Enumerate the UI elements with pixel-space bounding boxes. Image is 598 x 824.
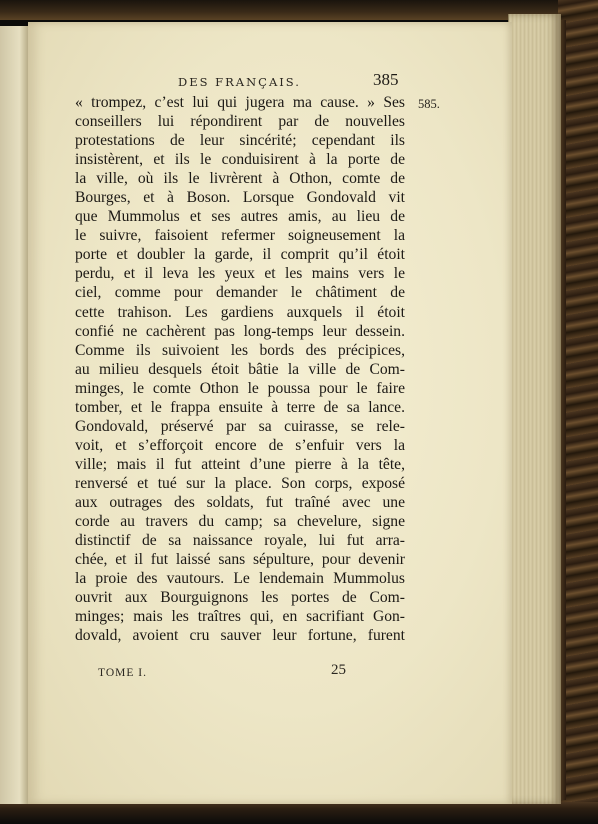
text-line: renversé et tué sur la place. Son corps, exposé [75,474,405,492]
text-line: Comme ils suivoient les bords des précipices, [75,341,405,359]
text-line: voit, et s’efforçoit encore de s’enfuir vers la [75,436,405,454]
margin-page-reference: 585. [418,97,440,111]
text-line: le suivre, faisoient refermer soigneusement la [75,227,405,245]
text-line: cette trahison. Les gardiens auxquels il étoit [75,303,405,321]
running-head: DES FRANÇAIS. [178,75,301,89]
text-line: porte et doubler la garde, il comprit qu’il étoit [75,246,405,264]
signature-mark: 25 [331,662,346,678]
text-line: la ville, où ils le livrèrent à Othon, comte de [75,170,405,188]
text-line: tomber, et le frappa ensuite à terre de sa lance. [75,398,405,416]
text-line: aux outrages des soldats, fut traîné avec une [75,493,405,511]
text-line: insistèrent, et ils le conduisirent à la porte de [75,151,405,169]
text-line: Gondovald, préservé par sa cuirasse, se rele- [75,417,405,435]
text-line: ville; mais il fut atteint d’une pierre à la tête, [75,455,405,473]
body-text [75,93,405,645]
page-number: 385 [373,70,399,89]
text-line: distinctif de sa naissance royale, lui fut arra- [75,532,405,550]
text-line: que Mummolus et ses autres amis, au lieu de [75,208,405,226]
text-line: au milieu desquels étoit bâtie la ville de Com- [75,360,405,378]
text-line: la proie des vautours. Le lendemain Mummolus [75,570,405,588]
text-line: ciel, comme pour demander le châtiment de [75,284,405,302]
text-line: dovald, avoient cru sauver leur fortune, furent [75,627,405,645]
text-line: « trompez, c’est lui qui jugera ma cause. » Ses [75,94,405,111]
text-line: ouvrit aux Bourguignons les portes de Com- [75,589,405,607]
text-line: protestations de leur sincérité; cependant ils [75,132,405,150]
book-cover-bottom-edge [0,802,598,824]
text-line: corde au travers du camp; sa chevelure, signe [75,513,405,531]
text-line: minges; mais les traîtres qui, en sacrifiant Gon- [75,608,405,626]
text-line: minges, le comte Othon le poussa pour le faire [75,379,405,397]
text-line: perdu, et il leva les yeux et les mains vers le [75,265,405,283]
text-line: Bourges, et à Boson. Lorsque Gondovald vit [75,189,405,207]
volume-label: TOME I. [98,667,147,679]
text-line: conseillers lui répondirent par de nouvelles [75,113,405,131]
page-stack-edges [508,14,561,804]
text-line: chée, et il fut laissé sans sépulture, pour devenir [75,551,405,569]
text-line: confié ne cachèrent pas long-temps leur dessein. [75,322,405,340]
facing-page-edge [0,26,29,804]
